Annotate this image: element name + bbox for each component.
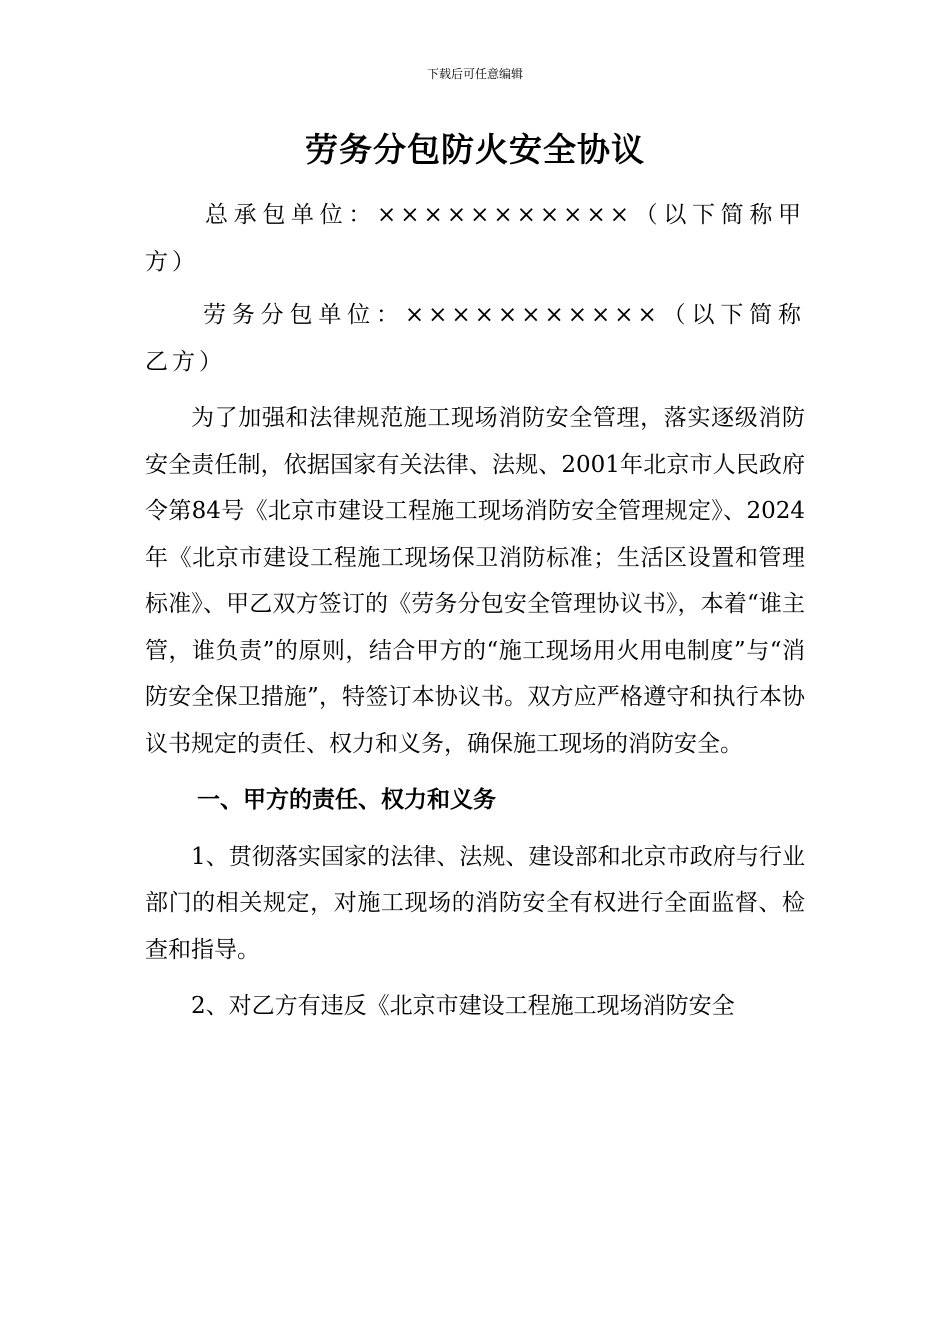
intro-paragraph: 为了加强和法律规范施工现场消防安全管理，落实逐级消防安全责任制，依据国家有关法律、法规、2001年北京市人民政府令第84号《北京市建设工程施工现场消防安全管理规定》、2024年《北京市建设工程施工现场保卫消防标准；生活区设置和管理标准》、甲乙双方签订的《劳务分包安全管理协议书》，本着“谁主管，谁负责”的原则，结合甲方的“施工现场用火用电制度”与“消防安全保卫措施”，特签订本协议书。双方应严格遵守和执行本协议书规定的责任、权力和义务，确保施工现场的消防安全。 [145,405,805,757]
party-a-line: 总承包单位：×××××××××××（以下简称甲方） [145,202,805,275]
section-heading-party-a: 一、甲方的责任、权力和义务 [197,787,496,813]
document-title: 劳务分包防火安全协议 [305,130,645,169]
clause-2: 2、对乙方有违反《北京市建设工程施工现场消防安全 [191,993,735,1019]
header-note: 下载后可任意编辑 [426,67,523,81]
document-body [145,192,805,1030]
clause-1: 1、贯彻落实国家的法律、法规、建设部和北京市政府与行业部门的相关规定，对施工现场的消防安全有权进行全面监督、检查和指导。 [145,843,805,963]
party-b-line: 劳务分包单位：×××××××××××（以下简称乙方） [145,302,805,375]
